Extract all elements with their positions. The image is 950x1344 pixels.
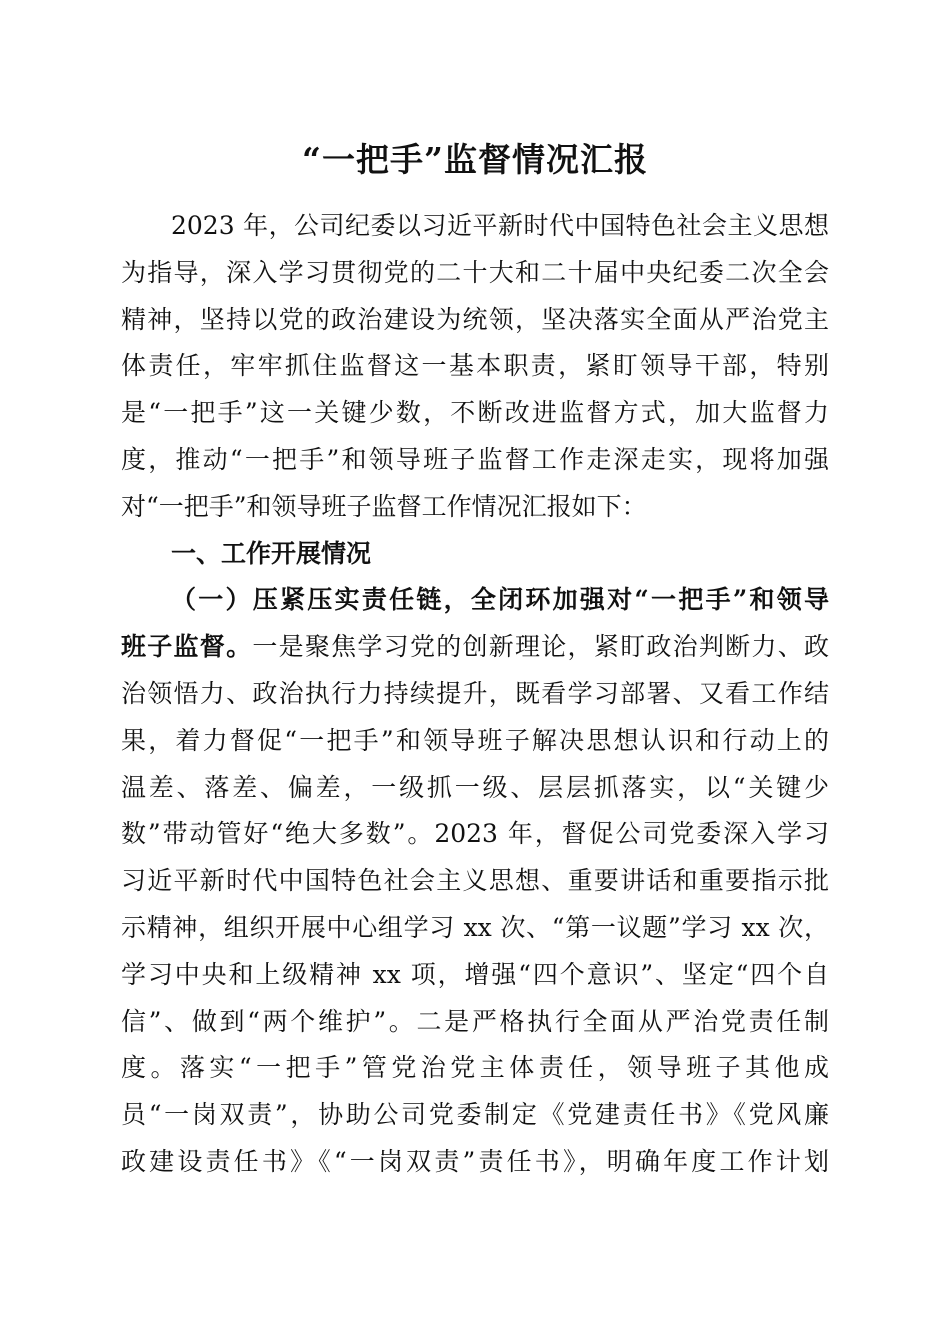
paragraph-line [121, 624, 829, 671]
paragraph-line: 员“一岗双责”，协助公司党委制定《党建责任书》《党风廉 [121, 1100, 829, 1130]
paragraph-line: 数”带动管好“绝大多数”。2023 年，督促公司党委深入学习 [121, 819, 829, 849]
paragraph-line: 习近平新时代中国特色社会主义思想、重要讲话和重要指示批 [121, 866, 829, 896]
document-title: “一把手”监督情况汇报 [302, 140, 648, 179]
document-body [121, 203, 829, 1186]
subsection-heading: （一）压紧压实责任链，全闭环加强对“一把手”和领导 [171, 585, 829, 615]
paragraph-line: 治领悟力、政治执行力持续提升，既看学习部署、又看工作结 [121, 678, 829, 708]
paragraph-line: 政建设责任书》《“一岗双责”责任书》，明确年度工作计划 [121, 1146, 829, 1176]
paragraph-line: 2023 年，公司纪委以习近平新时代中国特色社会主义思想 [171, 211, 829, 240]
paragraph-line: 果，着力督促“一把手”和领导班子解决思想认识和行动上的 [121, 725, 829, 755]
paragraph-line: 学习中央和上级精神 xx 项，增强“四个意识”、坚定“四个自 [121, 959, 829, 989]
paragraph-line: 精神，坚持以党的政治建设为统领，坚决落实全面从严治党主 [121, 304, 829, 334]
paragraph-line: 体责任，牢牢抓住监督这一基本职责，紧盯领导干部，特别 [121, 351, 829, 381]
paragraph-line: 信”、做到“两个维护”。二是严格执行全面从严治党责任制 [121, 1006, 829, 1036]
paragraph-line: 对“一把手”和领导班子监督工作情况汇报如下： [121, 491, 647, 521]
paragraph-line: 是“一把手”这一关键少数，不断改进监督方式，加大监督力 [121, 398, 829, 428]
subsection-heading-end: 班子监督。 [121, 632, 253, 662]
paragraph-text: 一是聚焦学习党的创新理论，紧盯政治判断力、政 [252, 632, 829, 662]
paragraph-line: 度。落实“一把手”管党治党主体责任，领导班子其他成 [121, 1053, 829, 1083]
paragraph-line: 为指导，深入学习贯彻党的二十大和二十届中央纪委二次全会 [121, 257, 829, 287]
paragraph-line: 度，推动“一把手”和领导班子监督工作走深走实，现将加强 [121, 444, 829, 474]
paragraph-line: 温差、落差、偏差，一级抓一级、层层抓落实，以“关键少 [121, 772, 829, 802]
section-heading: 一、工作开展情况 [171, 538, 372, 568]
paragraph-line: 示精神，组织开展中心组学习 xx 次、“第一议题”学习 xx 次， [121, 912, 829, 942]
